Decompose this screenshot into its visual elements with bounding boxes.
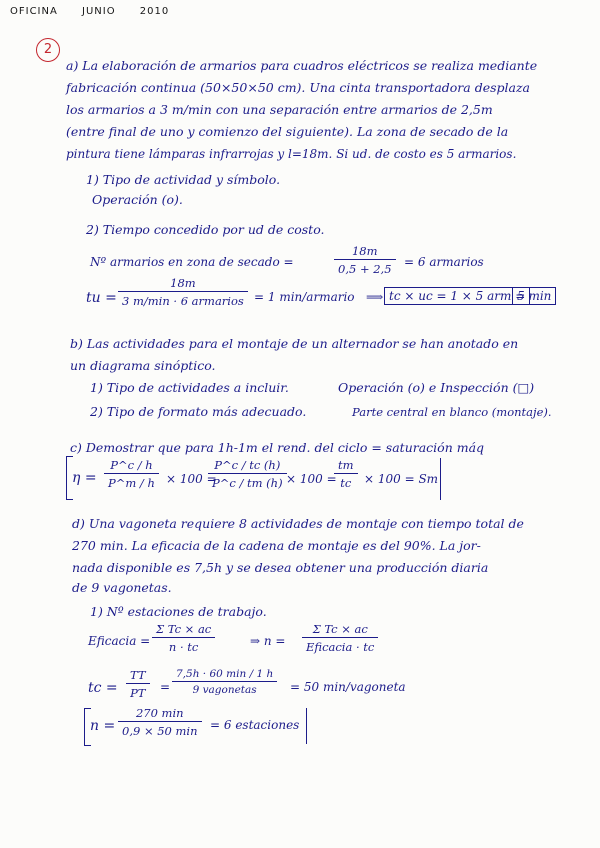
a-q1-answer: Operación (o).	[92, 192, 183, 207]
c-x100-c: × 100 = Sm	[364, 472, 439, 486]
d-tc-den-1: PT	[130, 686, 146, 700]
d-line-1: d) Una vagoneta requiere 8 actividades de montaje con tiempo total de	[72, 516, 524, 531]
b-line-1: b) Las actividades para el montaje de un alternador se han anotado en	[70, 336, 519, 351]
d-tc-fraction-2	[172, 668, 277, 696]
d-tc-num-1: TT	[126, 668, 150, 684]
d-line-3: nada disponible es 7,5h y se desea obtener una producción diaria	[72, 560, 489, 575]
a-q2: 2) Tiempo concedido por ud de costo.	[86, 222, 325, 237]
d-line-4: de 9 vagonetas.	[72, 580, 172, 595]
d-nf-den: 0,9 × 50 min	[122, 724, 198, 738]
a-line-5: pintura tiene lámparas infrarrojas y l=18m. Si ud. de costo es 5 armarios.	[66, 147, 517, 161]
c-x100-b: × 100 =	[286, 472, 337, 486]
b-q2-answer: Parte central en blanco (montaje).	[352, 405, 552, 419]
d-tc-result: = 50 min/vagoneta	[290, 680, 406, 694]
a-tu-arrow: ⟹	[366, 290, 384, 304]
d-n-box-right	[306, 708, 307, 744]
a-n-result: = 6 armarios	[404, 255, 484, 269]
d-nf-num: 270 min	[118, 706, 202, 722]
c-eta: η =	[72, 470, 97, 486]
c-frac-3	[334, 458, 358, 490]
c-f3-den: tc	[340, 476, 352, 490]
a-line-2: fabricación continua (50×50×50 cm). Una cinta transportadora desplaza	[66, 80, 531, 95]
d-tc-fraction-1	[126, 668, 150, 700]
header-title: OFICINA	[10, 6, 58, 17]
a-n-fraction	[334, 244, 396, 276]
d-eficacia-label: Eficacia =	[88, 634, 151, 648]
d-n-num: Σ Tc × ac	[302, 622, 378, 638]
header	[10, 6, 189, 17]
c-f2-num: P^c / tc (h)	[208, 458, 287, 474]
b-q1: 1) Tipo de actividades a incluir.	[90, 380, 289, 395]
a-tu-box-1: tc × uc = 1 × 5 arm =	[384, 287, 530, 305]
a-tu-num: 18m	[118, 276, 248, 292]
b-q1-answer: Operación (o) e Inspección (□)	[338, 380, 535, 395]
c-box-right	[440, 458, 441, 500]
c-frac-2	[208, 458, 287, 490]
d-nf-label: n =	[90, 718, 116, 734]
d-nf-result: = 6 estaciones	[210, 718, 300, 732]
a-line-4: (entre final de uno y comienzo del siguiente). La zona de secado de la	[66, 124, 509, 139]
d-ef-num: Σ Tc × ac	[152, 622, 215, 638]
d-ef-den: n · tc	[168, 640, 199, 654]
b-q2: 2) Tipo de formato más adecuado.	[90, 404, 307, 419]
c-f2-den: P^c / tm (h)	[212, 476, 283, 490]
d-tc-den-2: 9 vagonetas	[192, 684, 257, 696]
d-line-2: 270 min. La eficacia de la cadena de montaje es del 90%. La jor-	[72, 538, 481, 553]
header-month: JUNIO	[82, 6, 116, 17]
c-x100-a: × 100 =	[166, 472, 217, 486]
d-tc-label: tc =	[88, 680, 118, 696]
a-tu-den: 3 m/min · 6 armarios	[122, 294, 244, 308]
c-f1-den: P^m / h	[108, 476, 155, 490]
a-q1: 1) Tipo de actividad y símbolo.	[86, 172, 281, 187]
d-tc-num-2: 7,5h · 60 min / 1 h	[172, 668, 277, 682]
d-q1: 1) Nº estaciones de trabajo.	[90, 604, 267, 619]
a-n-den: 0,5 + 2,5	[338, 262, 392, 276]
a-tu-label: tu =	[86, 290, 117, 306]
a-line-1: a) La elaboración de armarios para cuadros eléctricos se realiza mediante	[66, 58, 538, 73]
d-nf-fraction	[118, 706, 202, 738]
d-tc-equals: =	[160, 680, 171, 694]
a-tu-fraction	[118, 276, 248, 308]
d-eficacia-fraction	[152, 622, 215, 654]
d-n-den: Eficacia · tc	[306, 640, 375, 654]
c-f3-num: tm	[334, 458, 358, 474]
a-tu-result: = 1 min/armario	[254, 290, 355, 304]
a-n-num: 18m	[334, 244, 396, 260]
d-n-fraction	[302, 622, 378, 654]
a-line-3: los armarios a 3 m/min con una separación entre armarios de 2,5m	[66, 102, 493, 117]
d-arrow: ⇒ n =	[250, 634, 286, 648]
c-line-1: c) Demostrar que para 1h-1m el rend. del ciclo = saturación máq	[70, 440, 485, 455]
question-number: 2	[36, 38, 60, 62]
a-n-label: Nº armarios en zona de secado =	[90, 255, 294, 269]
a-tu-box-2: 5 min	[512, 287, 556, 305]
c-f1-num: P^c / h	[104, 458, 159, 474]
header-year: 2010	[139, 6, 170, 17]
c-frac-1	[104, 458, 159, 490]
b-line-2: un diagrama sinóptico.	[70, 358, 216, 373]
